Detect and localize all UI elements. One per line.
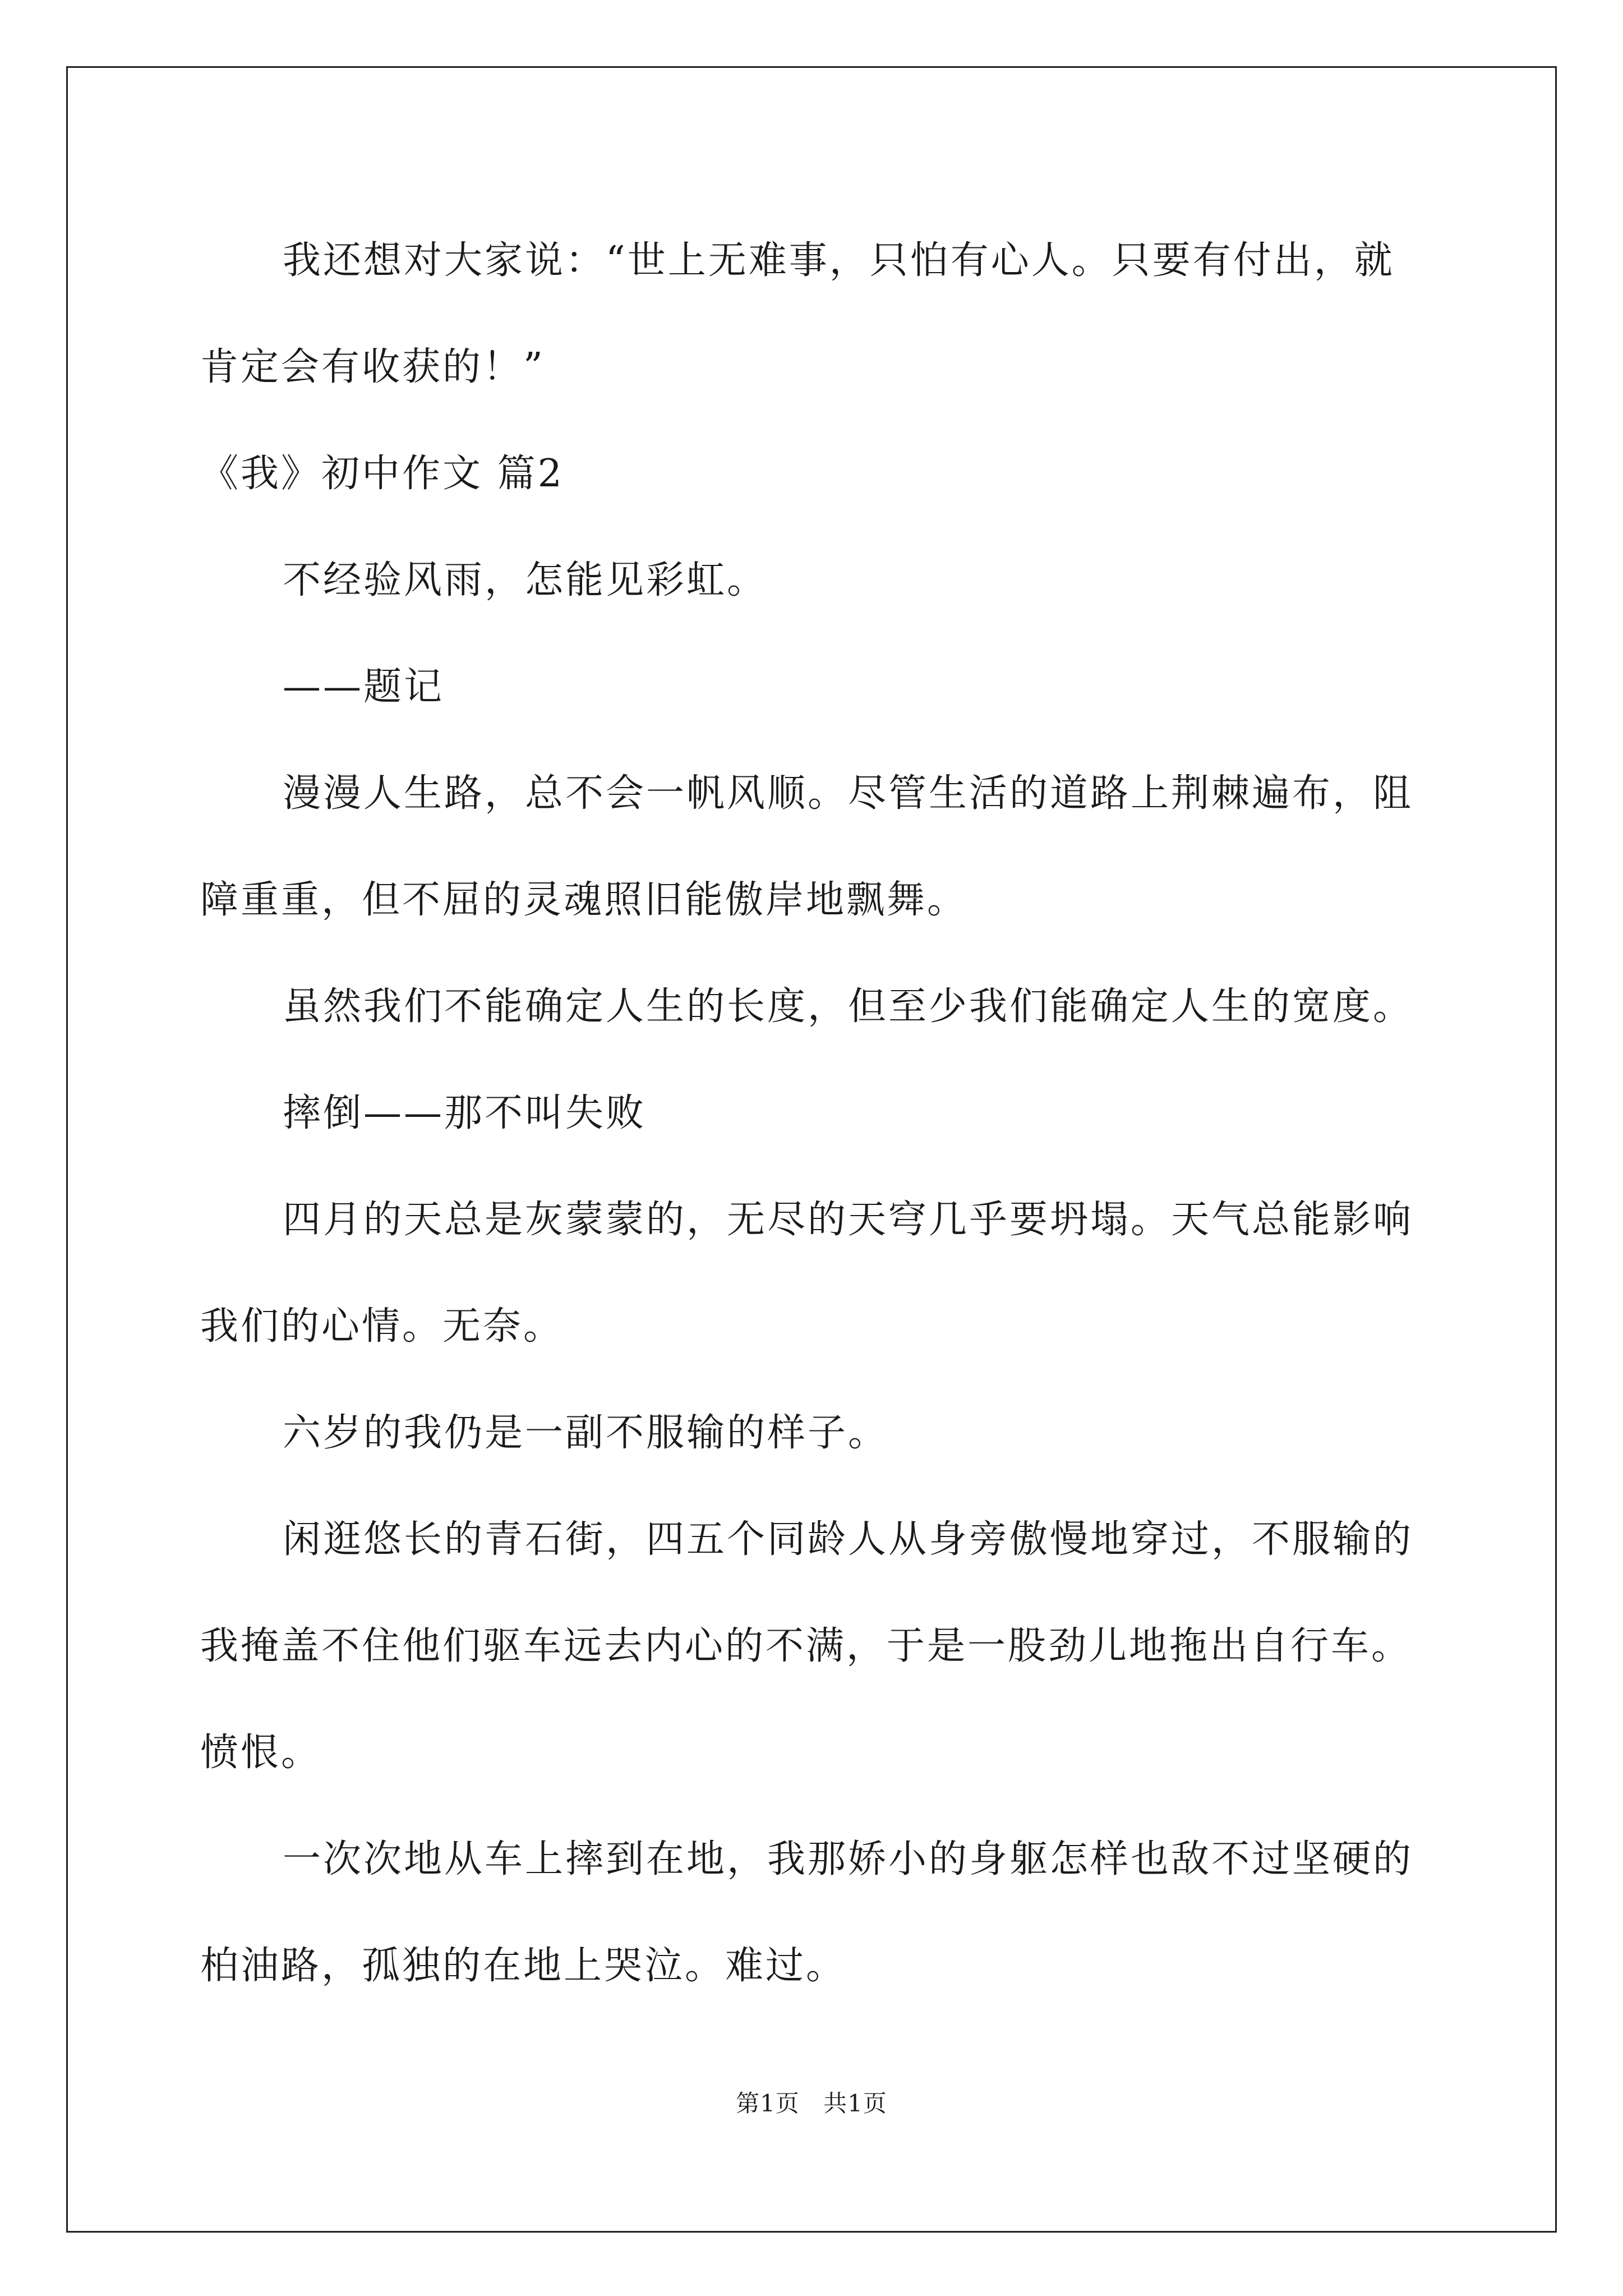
paragraph: 我还想对大家说：“世上无难事，只怕有心人。只要有付出，就肯定会有收获的！” — [200, 238, 1395, 389]
paragraph: 四月的天总是灰蒙蒙的，无尽的天穹几乎要坍塌。天气总能影响我们的心情。无奈。 — [200, 1198, 1414, 1349]
subheading: 摔倒——那不叫失败 — [283, 1091, 647, 1135]
page-number: 第1页 — [736, 2090, 800, 2117]
paragraph: 虽然我们不能确定人生的长度，但至少我们能确定人生的宽度。 — [283, 984, 1414, 1029]
document-body — [200, 208, 1434, 2019]
paragraph: 六岁的我仍是一副不服输的样子。 — [283, 1411, 889, 1455]
page-total: 共1页 — [823, 2090, 887, 2117]
page-footer — [0, 2087, 1623, 2120]
paragraph: 漫漫人生路，总不会一帆风顺。尽管生活的道路上荆棘遍布，阻障重重，但不屈的灵魂照旧能傲岸地飘舞。 — [200, 771, 1414, 922]
paragraph: 不经验风雨，怎能见彩虹。 — [283, 558, 768, 602]
epigraph-attribution: ——题记 — [283, 665, 445, 709]
paragraph: 一次次地从车上摔到在地，我那娇小的身躯怎样也敌不过坚硬的柏油路，孤独的在地上哭泣。难过。 — [200, 1837, 1414, 1988]
section-heading: 《我》初中作文 篇2 — [200, 452, 564, 496]
paragraph: 闲逛悠长的青石街，四五个同龄人从身旁傲慢地穿过，不服输的我掩盖不住他们驱车远去内心的不满，于是一股劲儿地拖出自行车。愤恨。 — [200, 1517, 1414, 1775]
